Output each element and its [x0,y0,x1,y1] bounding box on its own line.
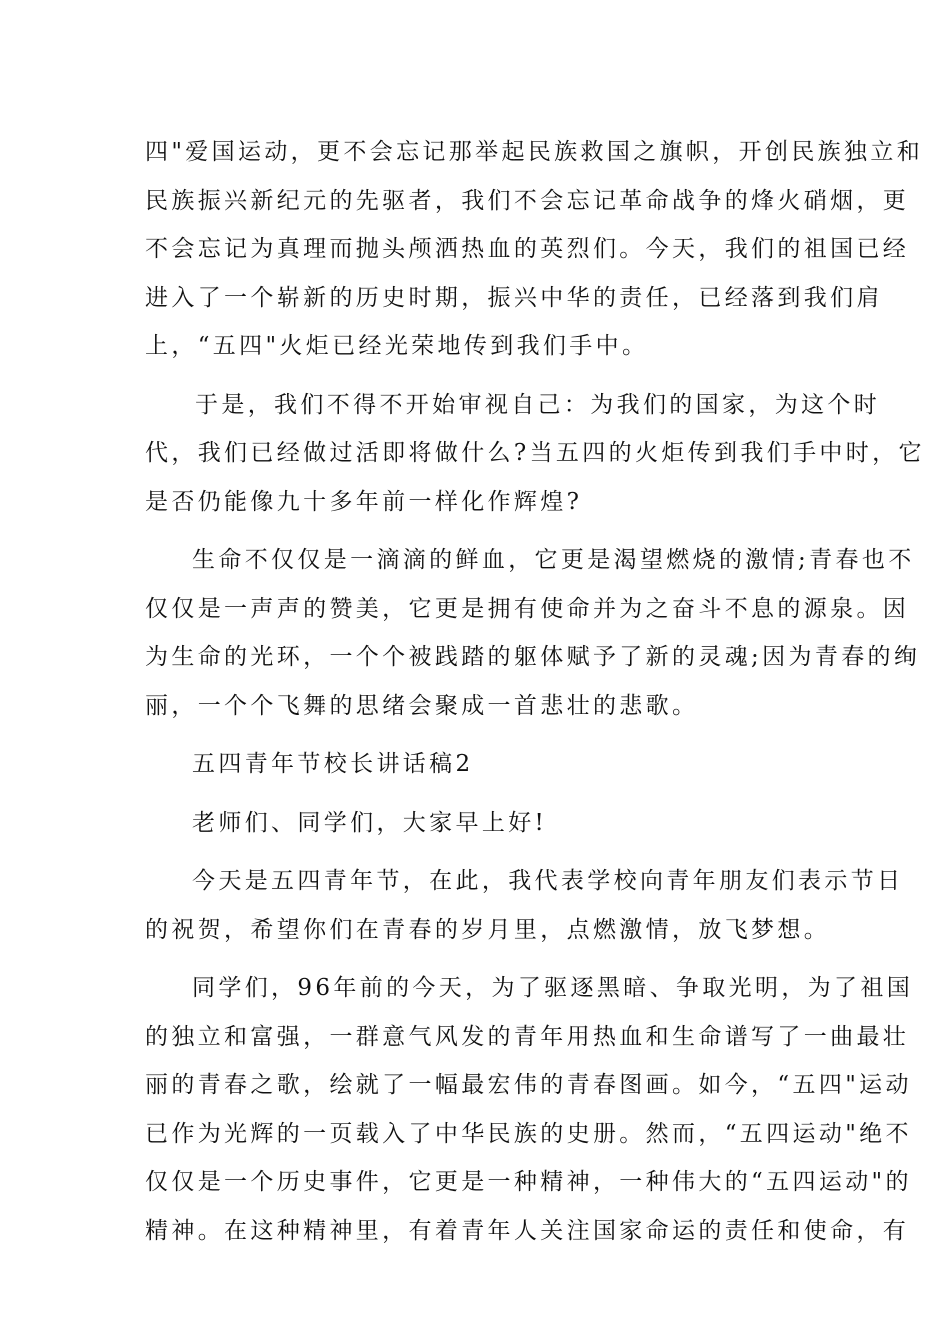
text-line: 生命不仅仅是一滴滴的鲜血，它更是渴望燃烧的激情;青春也不 [192,547,915,573]
text-line: 已作为光辉的一页载入了中华民族的史册。然而，“五四运动"绝不 [145,1120,912,1147]
paragraph-congratulations [145,857,904,954]
paragraph-greeting [145,799,813,848]
heading-text: 五四青年节校长讲话稿2 [192,751,474,777]
text-line: 老师们、同学们，大家早上好! [192,809,548,836]
text-line: 仅仅是一声声的赞美，它更是拥有使命并为之奋斗不息的源泉。因 [145,595,910,622]
text-line: 不会忘记为真理而抛头颅洒热血的英烈们。今天，我们的祖国已经 [145,236,910,262]
text-line: 今天是五四青年节，在此，我代表学校向青年朋友们表示节日 [192,868,904,894]
text-line: 丽的青春之歌，绘就了一幅最宏伟的青春图画。如今，“五四"运动 [145,1072,912,1098]
text-line: 是否仍能像九十多年前一样化作辉煌? [145,488,583,515]
text-line: 于是，我们不得不开始审视自己：为我们的国家，为这个时 [195,391,881,418]
text-line: 的祝贺，希望你们在青春的岁月里，点燃激情，放飞梦想。 [145,916,831,943]
text-line: 代，我们已经做过活即将做什么?当五四的火炬传到我们手中时，它 [145,440,925,466]
text-line: 四"爱国运动，更不会忘记那举起民族救国之旗帜，开创民族独立和 [145,139,924,165]
text-line: 民族振兴新纪元的先驱者，我们不会忘记革命战争的烽火硝烟，更 [145,187,910,214]
text-line: 丽，一个个飞舞的思绪会聚成一首悲壮的悲歌。 [145,692,699,719]
document-body [145,128,925,1255]
text-line: 的独立和富强，一群意气风发的青年用热血和生命谱写了一曲最壮 [145,1023,910,1050]
section-heading [145,740,813,789]
text-line: 进入了一个崭新的历史时期，振兴中华的责任，已经落到我们肩 [145,284,883,311]
paragraph-may-fourth-continuation [145,128,924,371]
paragraph-history [145,964,914,1255]
paragraph-life-and-youth [145,536,921,730]
text-line: 仅仅是一个历史事件，它更是一种精神，一种伟大的“五四运动"的 [145,1169,912,1195]
text-line: 上，“五四"火炬已经光荣地传到我们手中。 [145,333,649,359]
text-line: 为生命的光环，一个个被践踏的躯体赋予了新的灵魂;因为青春的绚 [145,644,921,670]
text-line: 同学们，96年前的今天，为了驱逐黑暗、争取光明，为了祖国 [192,975,914,1001]
text-line: 精神。在这种精神里，有着青年人关注国家命运的责任和使命，有 [145,1217,910,1244]
paragraph-self-examination [145,381,925,527]
